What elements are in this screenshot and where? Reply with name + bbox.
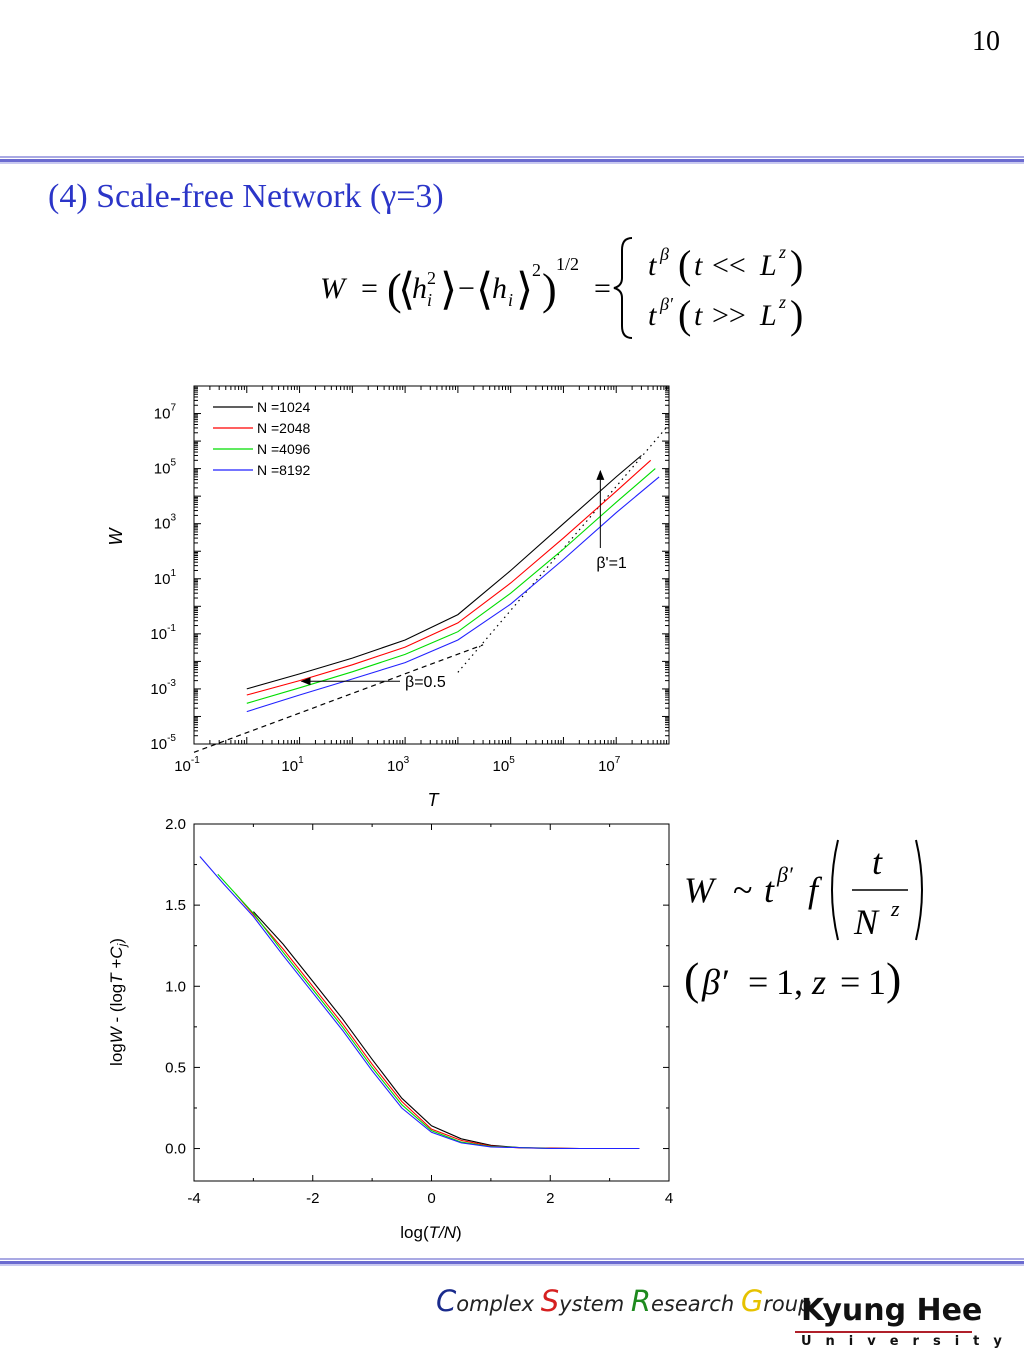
svg-text:1,: 1,	[776, 962, 803, 1002]
svg-text:): )	[790, 242, 804, 287]
width-vs-time-chart	[106, 386, 669, 810]
chart2-y-axis-label: $\log W - (\log T +C_j)$	[107, 938, 129, 1066]
chart1-legend-label: N =4096	[257, 441, 311, 457]
chart1-y-tick-label: $10^3$	[153, 512, 176, 533]
chart2-series-line	[200, 857, 639, 1149]
svg-text:N: N	[854, 902, 879, 942]
svg-text:⟨: ⟨	[398, 265, 416, 314]
svg-text:2: 2	[532, 260, 541, 280]
svg-text:β: β	[660, 244, 669, 264]
svg-text:(: (	[678, 242, 692, 287]
chart1-series-line	[247, 456, 642, 692]
svg-text:W: W	[684, 870, 714, 910]
chart1-x-axis-label: T	[427, 790, 439, 810]
svg-text:t: t	[764, 870, 775, 910]
svg-text:⟨: ⟨	[476, 265, 494, 314]
chart2-x-tick-label: -2	[306, 1190, 320, 1207]
svg-text:⟩: ⟩	[440, 265, 458, 314]
svg-text:t: t	[694, 299, 703, 332]
exponents-equation	[684, 953, 901, 1004]
chart1-x-tick-label: $10^5$	[492, 755, 515, 775]
svg-text:1: 1	[868, 962, 886, 1002]
scaling-collapse-chart	[107, 816, 673, 1242]
chart2-series-line	[236, 894, 640, 1149]
svg-text:z: z	[812, 962, 827, 1002]
chart1-x-tick-label: $10^3$	[386, 755, 410, 775]
svg-text:β′: β′	[777, 862, 793, 887]
svg-text:(: (	[678, 292, 692, 337]
scaling-form-equation	[684, 840, 922, 942]
chart1-legend-label: N =1024	[257, 399, 311, 415]
svg-text:t: t	[648, 249, 657, 282]
chart2-y-tick-label: 0.0	[165, 1140, 186, 1158]
svg-text:t: t	[648, 299, 657, 332]
svg-text:−: −	[458, 272, 475, 305]
svg-text:<<: <<	[712, 249, 746, 282]
svg-text:): )	[886, 953, 902, 1004]
svg-text:(: (	[684, 953, 700, 1004]
chart2-y-tick-label: 2.0	[165, 816, 186, 833]
chart2-frame	[194, 824, 669, 1181]
chart1-x-tick-label: $10^{-1}$	[174, 755, 200, 775]
chart1-x-tick-label: $10^7$	[598, 755, 621, 775]
svg-text:=: =	[840, 962, 861, 1002]
svg-text:h: h	[412, 272, 427, 305]
chart1-series-line	[247, 469, 656, 704]
svg-text:h: h	[492, 272, 507, 305]
chart2-y-tick-label: 0.5	[165, 1059, 186, 1077]
svg-text:): )	[542, 265, 557, 314]
svg-text:L: L	[760, 249, 777, 282]
chart1-y-tick-label: $10^{-3}$	[150, 677, 176, 698]
university-logo-subtitle: University	[801, 1334, 1016, 1349]
chart2-x-tick-label: -4	[187, 1190, 201, 1207]
page-number: 10	[972, 26, 1000, 57]
chart2-series-line	[218, 874, 622, 1148]
chart1-series-line	[247, 460, 651, 695]
university-logo-name: Kyung Hee	[801, 1293, 983, 1328]
svg-text:t: t	[694, 249, 703, 282]
chart1-legend-label: N =8192	[257, 462, 311, 478]
chart2-series-line	[253, 912, 639, 1149]
svg-text:W: W	[320, 272, 345, 305]
chart1-beta-annotation: β=0.5	[405, 674, 446, 692]
svg-text:1/2: 1/2	[556, 254, 580, 274]
svg-text:⟩: ⟩	[516, 265, 534, 314]
width-definition-equation	[320, 238, 803, 338]
svg-text:~: ~	[733, 870, 753, 910]
svg-text:>>: >>	[712, 299, 746, 332]
chart2-x-tick-label: 2	[546, 1190, 555, 1207]
svg-text:f: f	[808, 870, 819, 910]
svg-text:(: (	[387, 265, 402, 314]
chart2-y-tick-label: 1.0	[165, 978, 186, 996]
chart1-y-axis-label: W	[106, 528, 126, 546]
svg-text:): )	[790, 292, 804, 337]
chart1-series-line	[247, 477, 659, 712]
chart1-reference-line-dashed	[194, 645, 483, 752]
slide-title: (4) Scale-free Network (γ=3)	[48, 178, 444, 215]
chart2-x-axis-label: log(T/N)	[400, 1223, 462, 1242]
footer-divider	[0, 1258, 1024, 1266]
svg-text:β′: β′	[702, 962, 728, 1002]
svg-text:β′: β′	[660, 294, 673, 314]
chart2-x-tick-label: 0	[427, 1190, 436, 1207]
svg-text:i: i	[427, 290, 433, 310]
chart1-y-tick-label: $10^7$	[153, 402, 176, 423]
svg-text:z: z	[891, 896, 900, 921]
chart1-y-tick-label: $10^{-5}$	[150, 733, 176, 753]
svg-text:z: z	[779, 242, 787, 262]
svg-text:z: z	[779, 292, 787, 312]
chart1-legend-label: N =2048	[257, 420, 311, 436]
chart1-y-tick-label: $10^1$	[153, 567, 176, 588]
chart2-y-tick-label: 1.5	[165, 897, 186, 915]
svg-text:=: =	[361, 272, 378, 305]
chart1-beta-prime-annotation: β'=1	[596, 555, 627, 572]
svg-text:i: i	[508, 290, 514, 310]
svg-text:t: t	[872, 842, 883, 882]
chart2-x-tick-label: 4	[664, 1190, 674, 1207]
svg-text:2: 2	[427, 268, 436, 288]
svg-text:L: L	[760, 299, 777, 332]
svg-text:=: =	[748, 962, 769, 1002]
chart1-y-tick-label: $10^5$	[153, 457, 176, 478]
chart1-x-tick-label: $10^1$	[281, 755, 304, 775]
chart1-y-tick-label: $10^{-1}$	[150, 622, 176, 643]
research-group-logo: Complex System Research Group	[436, 1284, 812, 1318]
svg-text:=: =	[594, 272, 611, 305]
university-logo-underline	[795, 1331, 972, 1333]
